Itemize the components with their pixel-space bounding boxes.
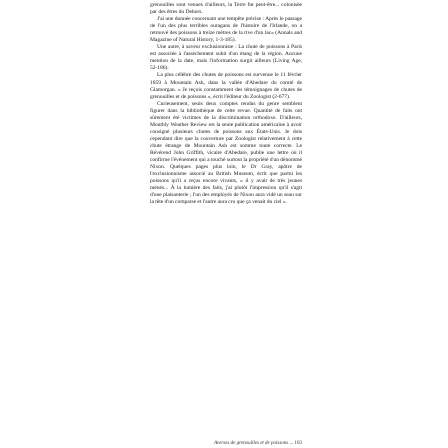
paragraph: Curieusement, seuls deux comptes rendus du genre semblent figurer dans la bibliothèque de cette revue. Quantité de faits ont sûrement été victimes de la discrimination orthodoxe. D'ailleurs, Monthly Weather Review est la seule publication américaine à avoir consigné plusieurs chutes de poissons aux États-Unis. Je dois cependant dire que la couverture par Zoologist relativement à cette chute étrange de Mountain Ash est somme toute correcte. Le Révérend John Griffith, vicaire d'Abedare, publie une lettre où il confirme l'événement qui a touché surtout la propriété d'un dénommé Nixon. Quelques pages plus loin, le Dr Gray, apôtre de l'exclusionnisme associé au British Museum, écrit que parmi les poissons qu'il a reçus encore vivants, « il y avait de très jeunes ménés... À la lumière des faits, j'ai plutôt l'impression qu'il s'agit d'une plaisanterie ; l'un des employés de Nixon aura vidé un seau sur la tête d'un comparse et l'autre aura cru que ça venait du ciel ». [150,100,302,206]
paragraph: Une autre, à saveur exclusionniste : La chute de poissons à Paris est associée à l'assèchement subit d'un étang de la région. Aucune mention de la date, mais l'information surgit ailleurs (Living Age, 52-186). [150,44,302,72]
paragraph: La plus célèbre des chutes de poissons est survenue le 11 février 1859 à Mountain Ash, dans la vallée d'Abedare du comté de Glamorgan. « Je reçois constamment des témoignages de chutes de grenouilles et de poissons », écrit l'éditeur du Zoologist (2-677). [150,72,302,100]
page-number: 103 [294,441,302,446]
page-footer [150,441,302,447]
paragraph: J'ai une donnée concernant une tempête précise : Après le passage de l'un des plus terribles ouragans de l'histoire de l'Irlande, on a retrouvé des poissons à treize mètres de la rive d'un lac» (Annals and Magazine of Natural History, 1-3-185). [150,16,302,44]
footer-separator: ... [289,441,295,446]
running-title: Averses de grenouilles et de poissons [214,441,289,446]
body-text-column [150,2,302,206]
paragraph: grenouilles sont venues d'ailleurs, la Terre fut peut-être... colonisée par des êtres du Dehors. [150,2,302,16]
